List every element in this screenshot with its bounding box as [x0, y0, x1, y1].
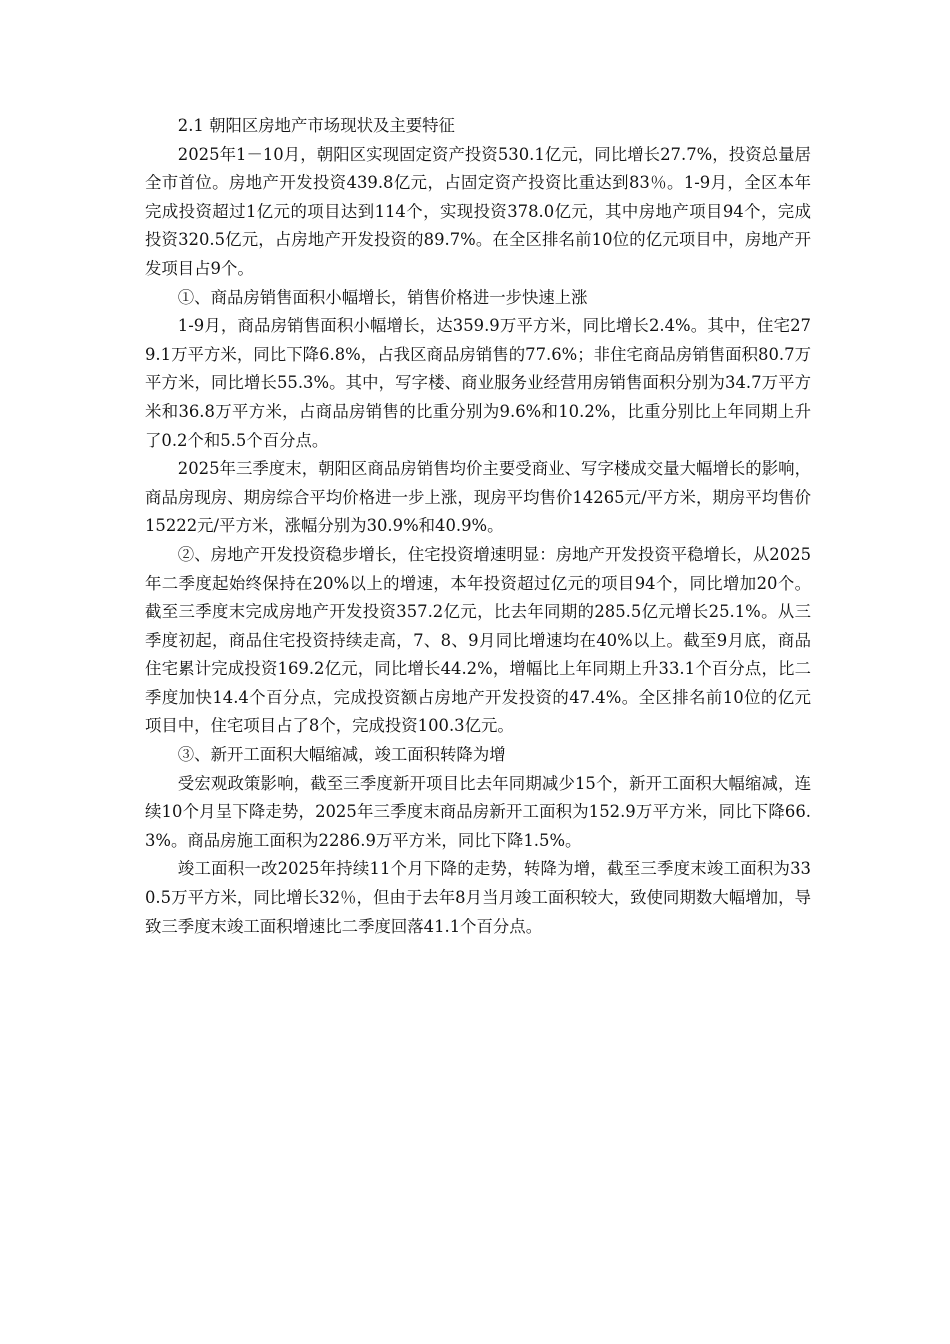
paragraph-new-construction: 受宏观政策影响，截至三季度新开项目比去年同期减少15个，新开工面积大幅缩减，连续10个月呈下降走势，2025年三季度末商品房新开工面积为152.9万平方米，同比下降66.3%。商品房施工面积为2286.9万平方米，同比下降1.5%。 — [145, 773, 811, 850]
paragraph-sales-price: 2025年三季度末，朝阳区商品房销售均价主要受商业、写字楼成交量大幅增长的影响，商品房现房、期房综合平均价格进一步上涨，现房平均售价14265元/平方米，期房平均售价15222元/平方米，涨幅分别为30.9%和40.9%。 — [145, 459, 811, 536]
section-title: 2.1 朝阳区房地产市场现状及主要特征 — [177, 116, 455, 135]
subheading-construction: ③、新开工面积大幅缩减，竣工面积转降为增 — [177, 745, 506, 765]
paragraph-completion: 竣工面积一改2025年持续11个月下降的走势，转降为增，截至三季度末竣工面积为330.5万平方米，同比增长32％，但由于去年8月当月竣工面积较大，致使同期数大幅增加，导致三季度末竣工面积增速比二季度回落41.1个百分点。 — [145, 859, 811, 936]
subheading-sales: ①、商品房销售面积小幅增长，销售价格进一步快速上涨 — [177, 287, 588, 307]
paragraph-development-investment: ②、房地产开发投资稳步增长，住宅投资增速明显：房地产开发投资平稳增长，从2025年二季度起始终保持在20%以上的增速，本年投资超过亿元的项目94个，同比增加20个。截至三季度末完成房地产开发投资357.2亿元，比去年同期的285.5亿元增长25.1%。从三季度初起，商品住宅投资持续走高，7、8、9月同比增速均在40%以上。截至9月底，商品住宅累计完成投资169.2亿元，同比增长44.2%，增幅比上年同期上升33.1个百分点，比二季度加快14.4个百分点，完成投资额占房地产开发投资的47.4%。全区排名前10位的亿元项目中，住宅项目占了8个，完成投资100.3亿元。 — [145, 544, 811, 736]
paragraph-sales-area: 1-9月，商品房销售面积小幅增长，达359.9万平方米，同比增长2.4%。其中，住宅279.1万平方米，同比下降6.8%，占我区商品房销售的77.6%；非住宅商品房销售面积80.7万平方米，同比增长55.3%。其中，写字楼、商业服务业经营用房销售面积分别为34.7万平方米和36.8万平方米，占商品房销售的比重分别为9.6%和10.2%，比重分别比上年同期上升了0.2个和5.5个百分点。 — [145, 316, 811, 450]
paragraph-investment-overview: 2025年1－10月，朝阳区实现固定资产投资530.1亿元，同比增长27.7%，投资总量居全市首位。房地产开发投资439.8亿元，占固定资产投资比重达到83％。1-9月，全区本年完成投资超过1亿元的项目达到114个，实现投资378.0亿元，其中房地产项目94个，完成投资320.5亿元，占房地产开发投资的89.7%。在全区排名前10位的亿元项目中，房地产开发项目占9个。 — [145, 144, 811, 278]
document-body — [145, 112, 811, 941]
